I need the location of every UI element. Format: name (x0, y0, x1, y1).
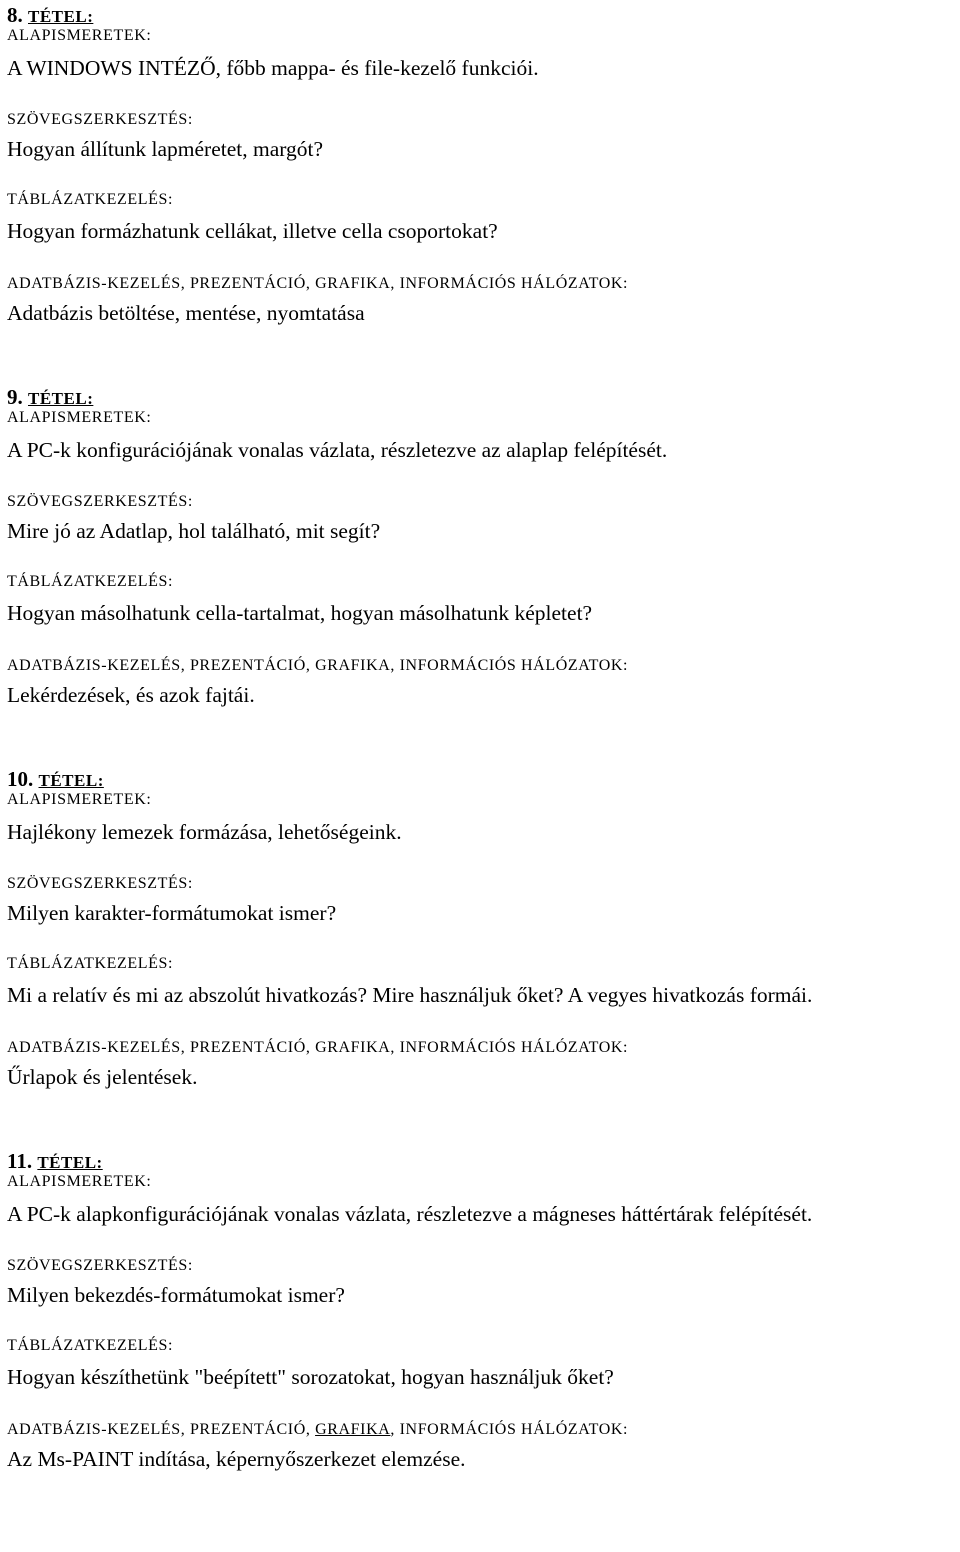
topic-szovegszerkesztes: Hogyan állítunk lapméretet, margót? (7, 137, 324, 161)
label-adatbazis-before: ADATBÁZIS-KEZELÉS, PREZENTÁCIÓ, (7, 1421, 316, 1438)
tetel-number: 9. (7, 385, 23, 409)
tetel-number: 8. (7, 3, 23, 27)
label-alapismeretek: ALAPISMERETEK: (7, 27, 152, 44)
tetel-11 (7, 1146, 957, 1552)
label-szovegszerkesztes: SZÖVEGSZERKESZTÉS: (7, 1257, 193, 1274)
topic-szovegszerkesztes: Mire jó az Adatlap, hol található, mit segít? (7, 519, 381, 543)
label-adatbazis (7, 1420, 628, 1440)
label-tablazatkezeles: TÁBLÁZATKEZELÉS: (7, 1337, 174, 1354)
topic-adatbazis: Űrlapok és jelentések. (7, 1065, 198, 1089)
label-alapismeretek: ALAPISMERETEK: (7, 791, 152, 808)
tetel-word: TÉTEL: (28, 389, 94, 408)
label-grafika-underlined: GRAFIKA (315, 1421, 391, 1438)
label-adatbazis: ADATBÁZIS-KEZELÉS, PREZENTÁCIÓ, GRAFIKA, INFORMÁCIÓS HÁLÓZATOK: (7, 657, 629, 674)
label-tablazatkezeles: TÁBLÁZATKEZELÉS: (7, 955, 174, 972)
label-alapismeretek: ALAPISMERETEK: (7, 1173, 152, 1190)
label-adatbazis: ADATBÁZIS-KEZELÉS, PREZENTÁCIÓ, GRAFIKA, INFORMÁCIÓS HÁLÓZATOK: (7, 275, 629, 292)
topic-alapismeretek: A PC-k konfigurációjának vonalas vázlata, részletezve az alaplap felépítését. (7, 438, 668, 462)
topic-adatbazis: Az Ms-PAINT indítása, képernyőszerkezet elemzése. (7, 1447, 466, 1471)
label-szovegszerkesztes: SZÖVEGSZERKESZTÉS: (7, 875, 193, 892)
label-tablazatkezeles: TÁBLÁZATKEZELÉS: (7, 191, 174, 208)
tetel-word: TÉTEL: (37, 1153, 103, 1172)
label-adatbazis: ADATBÁZIS-KEZELÉS, PREZENTÁCIÓ, GRAFIKA, INFORMÁCIÓS HÁLÓZATOK: (7, 1039, 629, 1056)
label-alapismeretek: ALAPISMERETEK: (7, 409, 152, 426)
tetel-number: 11. (7, 1149, 33, 1173)
topic-tablazatkezeles: Hogyan készíthetünk "beépített" sorozatokat, hogyan használjuk őket? (7, 1365, 614, 1389)
tetel-8 (7, 0, 957, 382)
topic-alapismeretek: A PC-k alapkonfigurációjának vonalas vázlata, részletezve a mágneses háttértárak felépítését. (7, 1202, 813, 1226)
topic-szovegszerkesztes: Milyen bekezdés-formátumokat ismer? (7, 1283, 345, 1307)
topic-adatbazis: Lekérdezések, és azok fajtái. (7, 683, 255, 707)
topic-alapismeretek: A WINDOWS INTÉZŐ, főbb mappa- és file-kezelő funkciói. (7, 56, 539, 80)
topic-alapismeretek: Hajlékony lemezek formázása, lehetőségeink. (7, 820, 402, 844)
document-page (7, 0, 957, 1552)
topic-tablazatkezeles: Hogyan formázhatunk cellákat, illetve cella csoportokat? (7, 219, 498, 243)
topic-tablazatkezeles: Hogyan másolhatunk cella-tartalmat, hogyan másolhatunk képletet? (7, 601, 593, 625)
topic-adatbazis: Adatbázis betöltése, mentése, nyomtatása (7, 301, 365, 325)
tetel-10 (7, 764, 957, 1146)
tetel-number: 10. (7, 767, 34, 791)
topic-szovegszerkesztes: Milyen karakter-formátumokat ismer? (7, 901, 337, 925)
tetel-word: TÉTEL: (28, 7, 94, 26)
tetel-word: TÉTEL: (38, 771, 104, 790)
label-szovegszerkesztes: SZÖVEGSZERKESZTÉS: (7, 111, 193, 128)
label-tablazatkezeles: TÁBLÁZATKEZELÉS: (7, 573, 174, 590)
tetel-9 (7, 382, 957, 764)
label-adatbazis-after: , INFORMÁCIÓS HÁLÓZATOK: (390, 1421, 629, 1438)
label-szovegszerkesztes: SZÖVEGSZERKESZTÉS: (7, 493, 193, 510)
topic-tablazatkezeles: Mi a relatív és mi az abszolút hivatkozás? Mire használjuk őket? A vegyes hivatkozás formái. (7, 983, 813, 1007)
